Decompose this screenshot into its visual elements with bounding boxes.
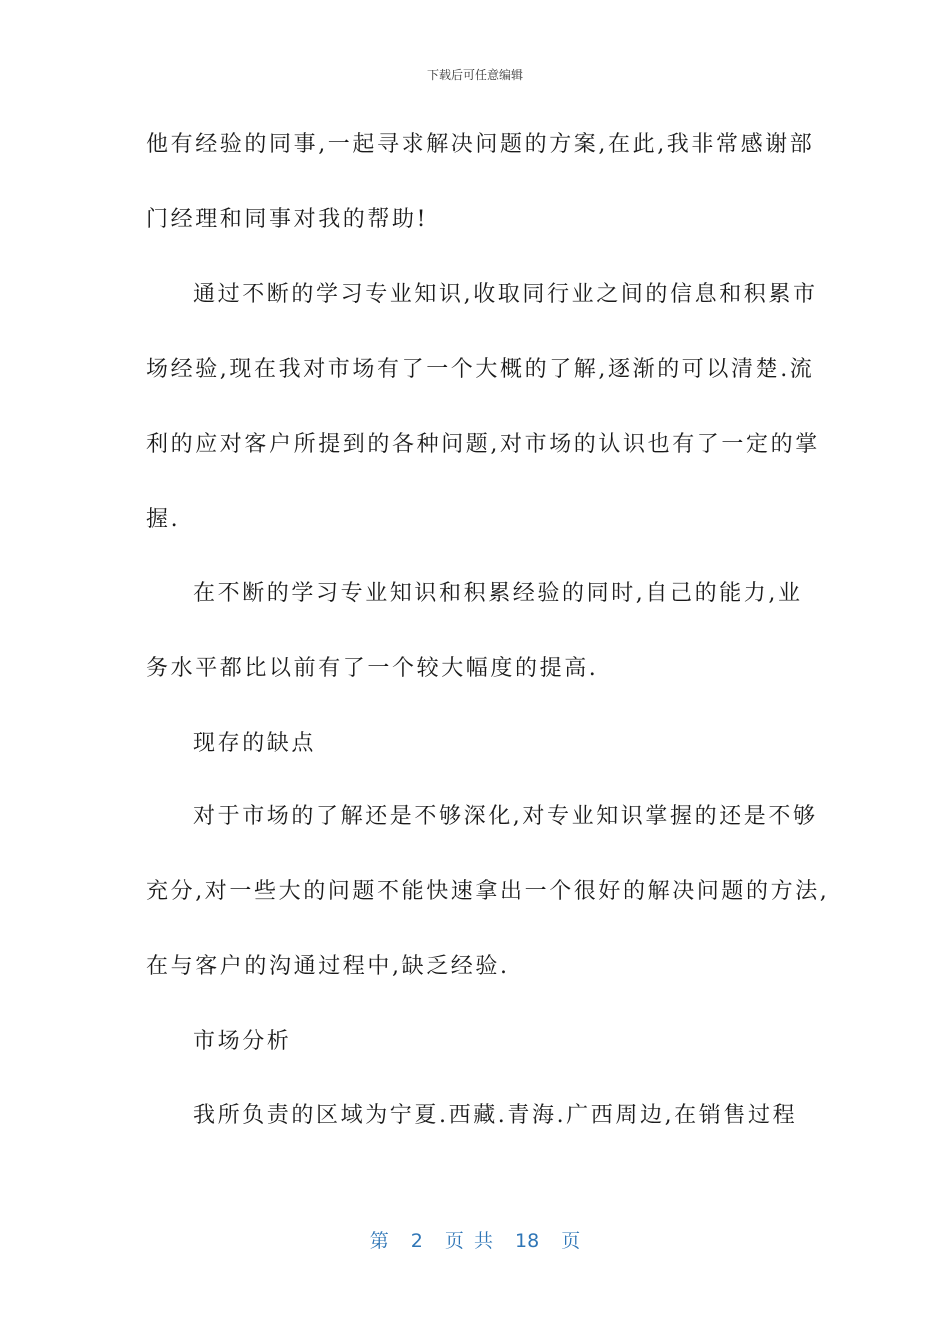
body-line-10: 对于市场的了解还是不够深化,对专业知识掌握的还是不够 — [193, 804, 818, 829]
body-line-14: 我所负责的区域为宁夏.西藏.青海.广西周边,在销售过程 — [193, 1103, 798, 1128]
footer-suffix: 页 — [561, 1230, 581, 1252]
body-line-1: 他有经验的同事,一起寻求解决问题的方案,在此,我非常感谢部 — [146, 132, 815, 157]
footer-total-pages: 18 — [515, 1230, 540, 1252]
body-line-5: 利的应对客户所提到的各种问题,对市场的认识也有了一定的掌 — [146, 432, 820, 457]
page-footer — [0, 1226, 950, 1253]
footer-prefix: 第 — [369, 1230, 389, 1252]
body-line-11: 充分,对一些大的问题不能快速拿出一个很好的解决问题的方法, — [146, 879, 830, 904]
body-line-3: 通过不断的学习专业知识,收取同行业之间的信息和积累市 — [193, 282, 818, 307]
footer-page-number: 2 — [410, 1230, 423, 1252]
body-line-4: 场经验,现在我对市场有了一个大概的了解,逐渐的可以清楚.流 — [146, 357, 815, 382]
body-line-7: 在不断的学习专业知识和积累经验的同时,自己的能力,业 — [193, 581, 803, 606]
body-line-6: 握. — [146, 507, 181, 532]
body-line-2: 门经理和同事对我的帮助! — [146, 207, 429, 232]
footer-middle: 页 共 — [444, 1230, 493, 1252]
section-heading-market-analysis: 市场分析 — [193, 1029, 292, 1054]
body-line-12: 在与客户的沟通过程中,缺乏经验. — [146, 954, 510, 979]
section-heading-shortcomings: 现存的缺点 — [193, 731, 317, 756]
page-header: 下载后可任意编辑 — [426, 68, 523, 82]
body-line-8: 务水平都比以前有了一个较大幅度的提高. — [146, 656, 599, 681]
